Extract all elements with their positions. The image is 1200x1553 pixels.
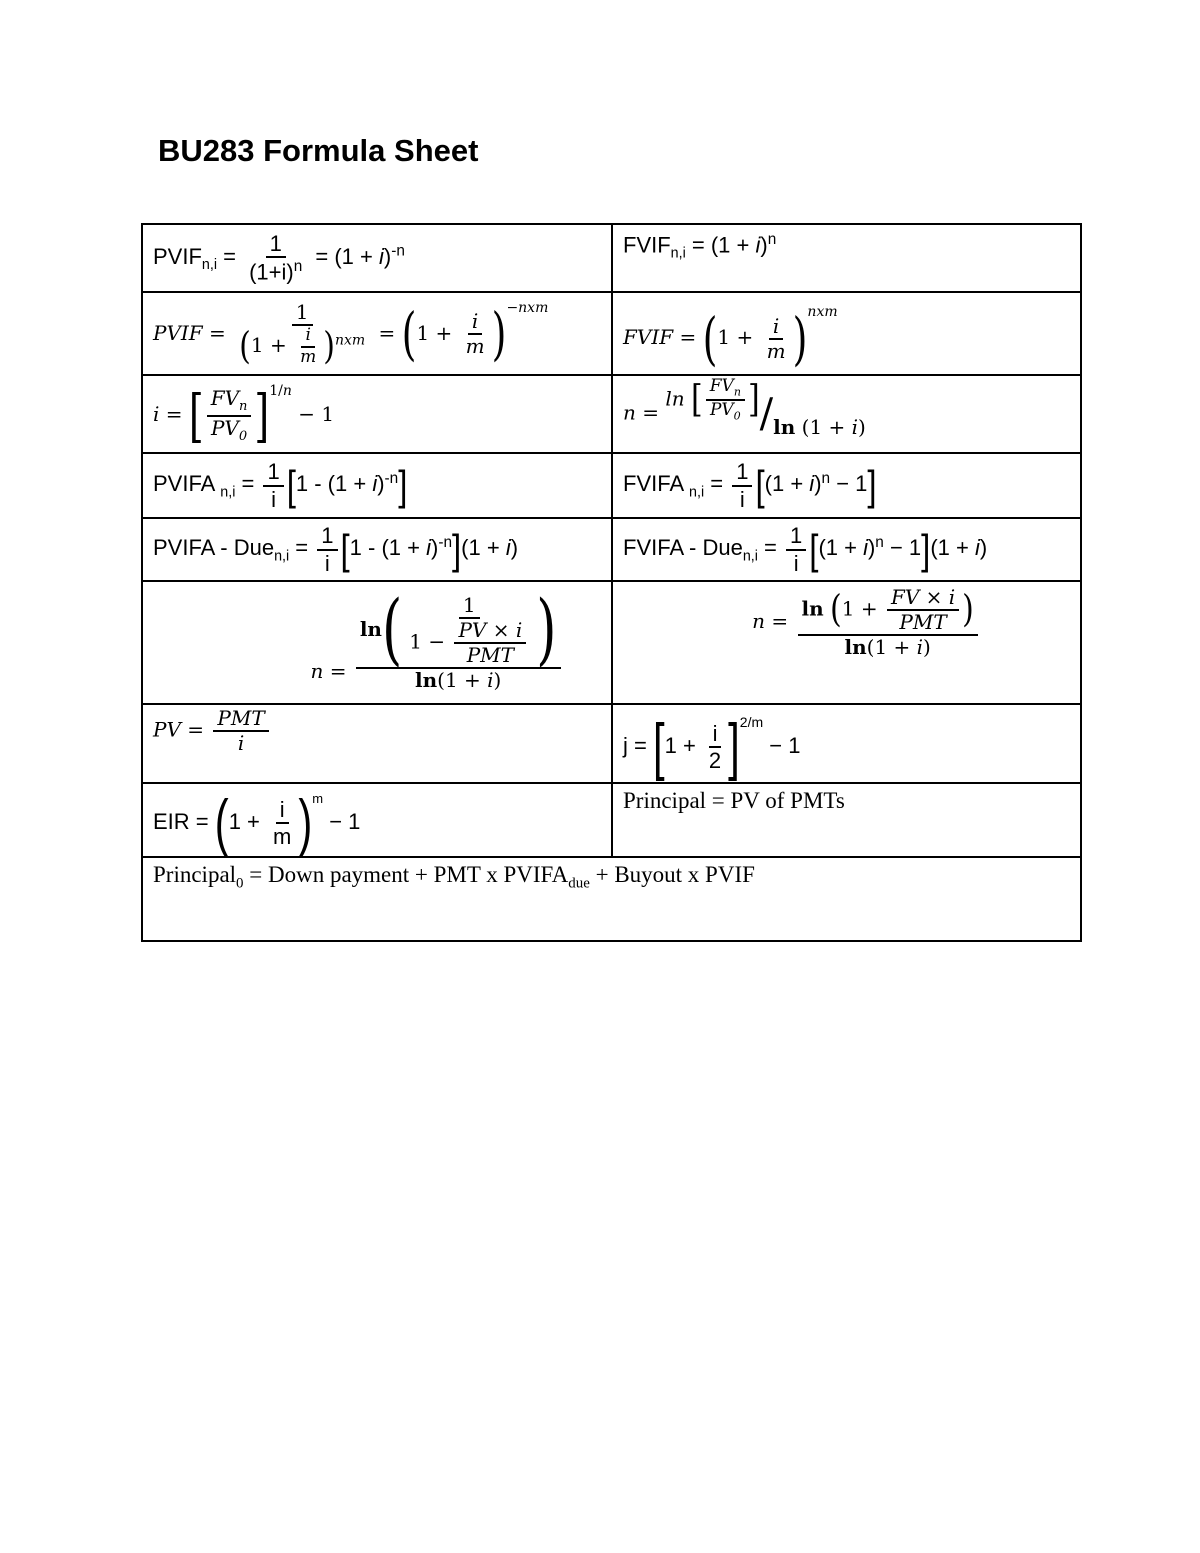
principal-lease-text-c: + Buyout x PVIF <box>589 862 755 887</box>
formula-interest-rate: i = [ $\frac{FV_n}{PV_0}$ ]$^{1/n}$ − 1 <box>142 375 612 453</box>
formula-fvif-compound: FVIF = (1 + $\frac{i}{m}$ )$^{nxm}$ <box>612 292 1081 375</box>
formula-row <box>142 581 1081 704</box>
formula-fvifa-due: FVIFA - Due$_{n,i}$ = $\frac{1}{i}$ $[(1 + i)^n - 1](1 + i)$ <box>612 518 1081 581</box>
fvifa-due-label: FVIFA - Due <box>623 535 743 561</box>
formula-table <box>141 223 1082 942</box>
sub-ni: n,i <box>274 548 290 565</box>
formula-principal-lease <box>142 857 1081 941</box>
fvif-label: FVIF <box>623 232 671 258</box>
formula-row <box>142 518 1081 581</box>
formula-perpetuity: PV = $\frac{\text{PMT}}{i}$ <box>142 704 612 783</box>
principal-lease-text-a: Principal <box>153 862 237 887</box>
sub-ni: n,i <box>670 245 686 262</box>
formula-fvifa: FVIFA $_{n,i}$ = $\frac{1}{i}$ $[(1 + i)^n - 1]$ <box>612 453 1081 518</box>
principal-sub-zero: 0 <box>236 875 244 892</box>
formula-row <box>142 704 1081 783</box>
sub-ni: n,i <box>201 257 218 274</box>
principal-pv-text: Principal = PV of PMTs <box>623 788 845 813</box>
formula-periods: n = ln [ $\frac{FV_n}{PV_0}$ ]/ln (1 + i) <box>612 375 1081 453</box>
formula-row <box>142 224 1081 292</box>
formula-periods-fv-annuity: n = ln (1 + $\frac{FV \times i}{\text{PMT}}$ ) ln(1 + i) <box>612 581 1081 704</box>
pvifa-label: PVIFA <box>153 471 215 497</box>
formula-row <box>142 453 1081 518</box>
formula-row <box>142 292 1081 375</box>
principal-lease-text-b: = Down payment + PMT x PVIFA <box>243 862 569 887</box>
pvifa-due-label: PVIFA - Due <box>153 535 275 561</box>
formula-pvifa: PVIFA $_{n,i}$ = $\frac{1}{i}$ $[1 - (1 + i)^{-n}]$ <box>142 453 612 518</box>
fvifa-label: FVIFA <box>623 471 683 497</box>
formula-equivalent-rate: j = [1 + $\frac{i}{2}$ ]$^{2/m}$ − 1 <box>612 704 1081 783</box>
formula-row <box>142 375 1081 453</box>
sub-ni: n,i <box>742 548 758 565</box>
formula-row <box>142 857 1081 941</box>
formula-pvifa-due: PVIFA - Due$_{n,i}$ = $\frac{1}{i}$ $[1 - (1 + i)^{-n}](1 + i)$ <box>142 518 612 581</box>
formula-fvif-basic: $FVIF_{n,i} = (1 + i)^n$ <box>612 224 1081 292</box>
pvif-label: PVIF <box>153 243 202 269</box>
sub-ni: n,i <box>220 484 236 501</box>
sub-ni: n,i <box>689 484 705 501</box>
formula-principal-pv <box>612 783 1081 857</box>
formula-pvif-basic: $PVIF_{n,i}$ = $\frac{1}{(1+i)^n}$ = $(1 + i)^{-n}$ <box>142 224 612 292</box>
eir-label: EIR <box>153 808 190 834</box>
principal-sub-due: due <box>568 875 590 892</box>
formula-periods-pv-annuity: n = ln( 1 1 − $\frac{PV \times i}{\text{PMT}}$ ) ln(1 + i) <box>142 581 612 704</box>
formula-row <box>142 783 1081 857</box>
page-title: BU283 Formula Sheet <box>158 133 479 168</box>
formula-eir: EIR = (1 + $\frac{i}{m}$ )$^m$ − 1 <box>142 783 612 857</box>
formula-pvif-compound: PVIF = 1 (1 + $\frac{i}{m}$ )$^{nxm}$ = (1 + $\frac{i}{m}$ )$^{-nxm}$ <box>142 292 612 375</box>
